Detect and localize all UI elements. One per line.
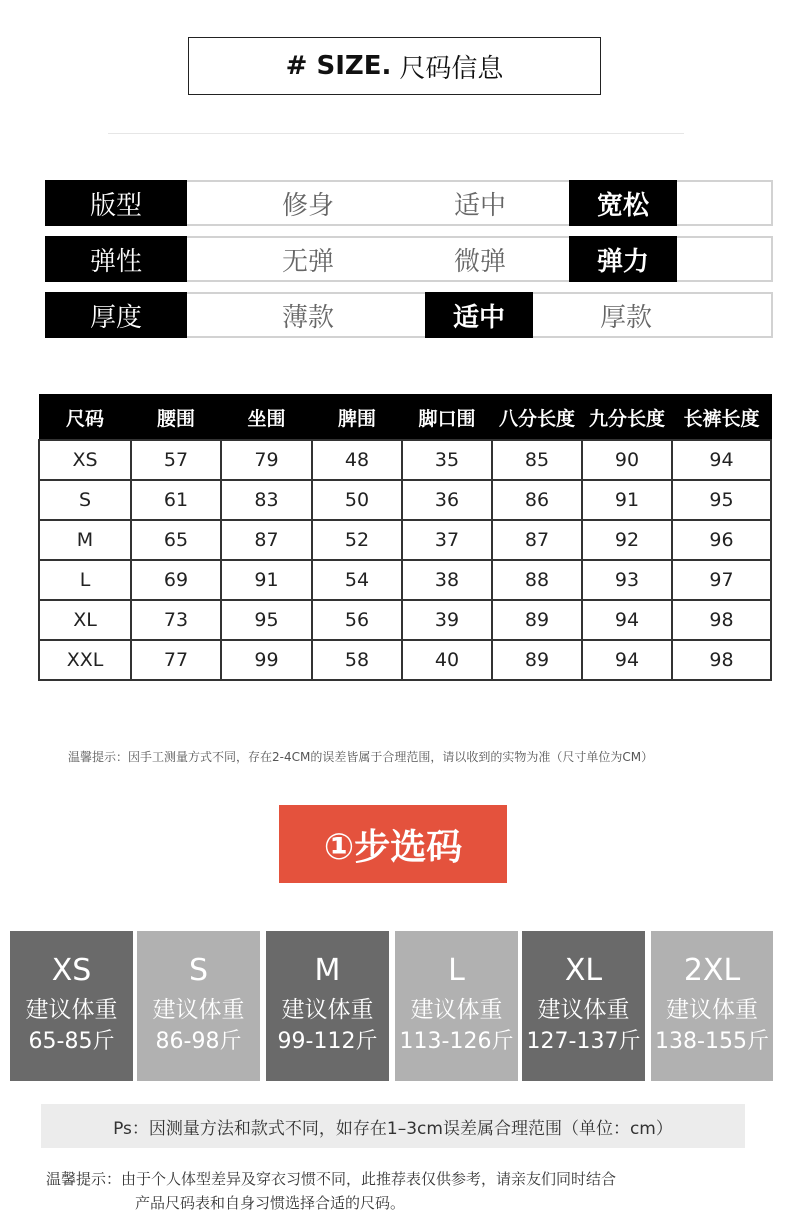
table-cell: 86 — [492, 480, 582, 520]
table-header-row — [39, 395, 771, 441]
table-cell: 35 — [402, 440, 492, 480]
table-cell: 88 — [492, 560, 582, 600]
table-header: 腰围 — [131, 395, 221, 441]
weight-card — [137, 931, 260, 1081]
measurement-note: 温馨提示：因手工测量方式不同，存在2-4CM的误差皆属于合理范围，请以收到的实物为准（尺寸单位为CM） — [68, 750, 654, 764]
weight-card — [395, 931, 518, 1081]
card-label: 建议体重 — [410, 997, 503, 1023]
card-size: L — [448, 953, 465, 988]
attr-option: 薄款 — [281, 302, 334, 333]
size-table — [38, 394, 772, 681]
table-cell: 40 — [402, 640, 492, 680]
table-cell: 69 — [131, 560, 221, 600]
card-label: 建议体重 — [537, 997, 630, 1023]
table-cell: 95 — [672, 480, 771, 520]
size-heading-cn: 尺码信息 — [399, 53, 504, 84]
table-cell: 36 — [402, 480, 492, 520]
table-cell: 54 — [312, 560, 402, 600]
attr-label: 弹性 — [45, 236, 187, 282]
divider — [108, 133, 684, 134]
attr-row-thickness — [45, 292, 773, 338]
tip-note — [46, 1167, 746, 1215]
attr-label: 厚度 — [45, 292, 187, 338]
table-cell: 73 — [131, 600, 221, 640]
table-cell: 92 — [582, 520, 672, 560]
table-header: 坐围 — [221, 395, 312, 441]
tip-line: 温馨提示：由于个人体型差异及穿衣习惯不同，此推荐表仅供参考，请亲友们同时结合 — [46, 1170, 617, 1188]
table-cell: 93 — [582, 560, 672, 600]
attr-option: 无弹 — [281, 246, 334, 277]
table-cell: 83 — [221, 480, 312, 520]
table-header: 九分长度 — [582, 395, 672, 441]
size-title-box — [188, 37, 601, 95]
table-cell: L — [39, 560, 131, 600]
table-cell: 98 — [672, 600, 771, 640]
table-cell: 37 — [402, 520, 492, 560]
table-cell: S — [39, 480, 131, 520]
table-cell: 48 — [312, 440, 402, 480]
table-cell: 77 — [131, 640, 221, 680]
table-cell: 79 — [221, 440, 312, 480]
attr-option: 修身 — [281, 190, 334, 221]
table-cell: 57 — [131, 440, 221, 480]
card-weight-range: 127-137斤 — [526, 1029, 641, 1054]
card-weight-range: 86-98斤 — [155, 1029, 242, 1054]
table-cell: 91 — [582, 480, 672, 520]
table-cell: 56 — [312, 600, 402, 640]
table-cell: 99 — [221, 640, 312, 680]
table-cell: 90 — [582, 440, 672, 480]
attr-option-selected: 弹力 — [569, 236, 677, 282]
table-header: 长裤长度 — [672, 395, 771, 441]
card-size: 2XL — [683, 953, 741, 988]
table-cell: 94 — [672, 440, 771, 480]
card-label: 建议体重 — [152, 997, 245, 1023]
table-row — [39, 600, 771, 640]
attr-row-stretch — [45, 236, 773, 282]
table-header: 脾围 — [312, 395, 402, 441]
table-header: 八分长度 — [492, 395, 582, 441]
size-table-body — [39, 440, 771, 680]
table-cell: 58 — [312, 640, 402, 680]
table-cell: 96 — [672, 520, 771, 560]
table-cell: 95 — [221, 600, 312, 640]
table-row — [39, 640, 771, 680]
step-banner: ①步选码 — [279, 805, 507, 883]
table-header: 尺码 — [39, 395, 131, 441]
card-label: 建议体重 — [25, 997, 118, 1023]
table-cell: 89 — [492, 640, 582, 680]
table-row — [39, 560, 771, 600]
card-size: XS — [51, 953, 92, 988]
table-cell: XL — [39, 600, 131, 640]
table-cell: 52 — [312, 520, 402, 560]
weight-card — [651, 931, 773, 1081]
card-label: 建议体重 — [281, 997, 374, 1023]
table-cell: 97 — [672, 560, 771, 600]
table-row — [39, 520, 771, 560]
card-weight-range: 113-126斤 — [399, 1029, 514, 1054]
attr-option-selected: 宽松 — [569, 180, 677, 226]
attr-option: 微弹 — [453, 246, 506, 277]
card-weight-range: 99-112斤 — [277, 1029, 378, 1054]
tip-line: 产品尺码表和自身习惯选择合适的尺码。 — [135, 1194, 406, 1212]
table-cell: 50 — [312, 480, 402, 520]
weight-card — [266, 931, 389, 1081]
table-cell: 91 — [221, 560, 312, 600]
table-cell: 65 — [131, 520, 221, 560]
table-cell: 94 — [582, 640, 672, 680]
attr-option: 厚款 — [599, 302, 652, 333]
card-size: XL — [564, 953, 603, 988]
table-cell: 87 — [492, 520, 582, 560]
attr-option-selected: 适中 — [425, 292, 533, 338]
table-cell: 87 — [221, 520, 312, 560]
table-cell: 61 — [131, 480, 221, 520]
size-heading: # SIZE. — [285, 51, 392, 81]
table-cell: 89 — [492, 600, 582, 640]
table-cell: 98 — [672, 640, 771, 680]
table-cell: 39 — [402, 600, 492, 640]
weight-card — [10, 931, 133, 1081]
ps-note: Ps：因测量方法和款式不同，如存在1–3cm误差属合理范围（单位：cm） — [41, 1104, 745, 1148]
table-header: 脚口围 — [402, 395, 492, 441]
card-weight-range: 138-155斤 — [655, 1029, 769, 1054]
attr-row-fit — [45, 180, 773, 226]
table-cell: 38 — [402, 560, 492, 600]
card-size: M — [314, 953, 341, 988]
attr-label: 版型 — [45, 180, 187, 226]
attr-option: 适中 — [453, 190, 506, 221]
table-row — [39, 440, 771, 480]
table-cell: 85 — [492, 440, 582, 480]
card-size: S — [188, 953, 209, 988]
weight-card — [522, 931, 645, 1081]
table-row — [39, 480, 771, 520]
table-cell: M — [39, 520, 131, 560]
card-label: 建议体重 — [666, 997, 758, 1023]
table-cell: 94 — [582, 600, 672, 640]
table-cell: XXL — [39, 640, 131, 680]
card-weight-range: 65-85斤 — [28, 1029, 115, 1054]
table-cell: XS — [39, 440, 131, 480]
